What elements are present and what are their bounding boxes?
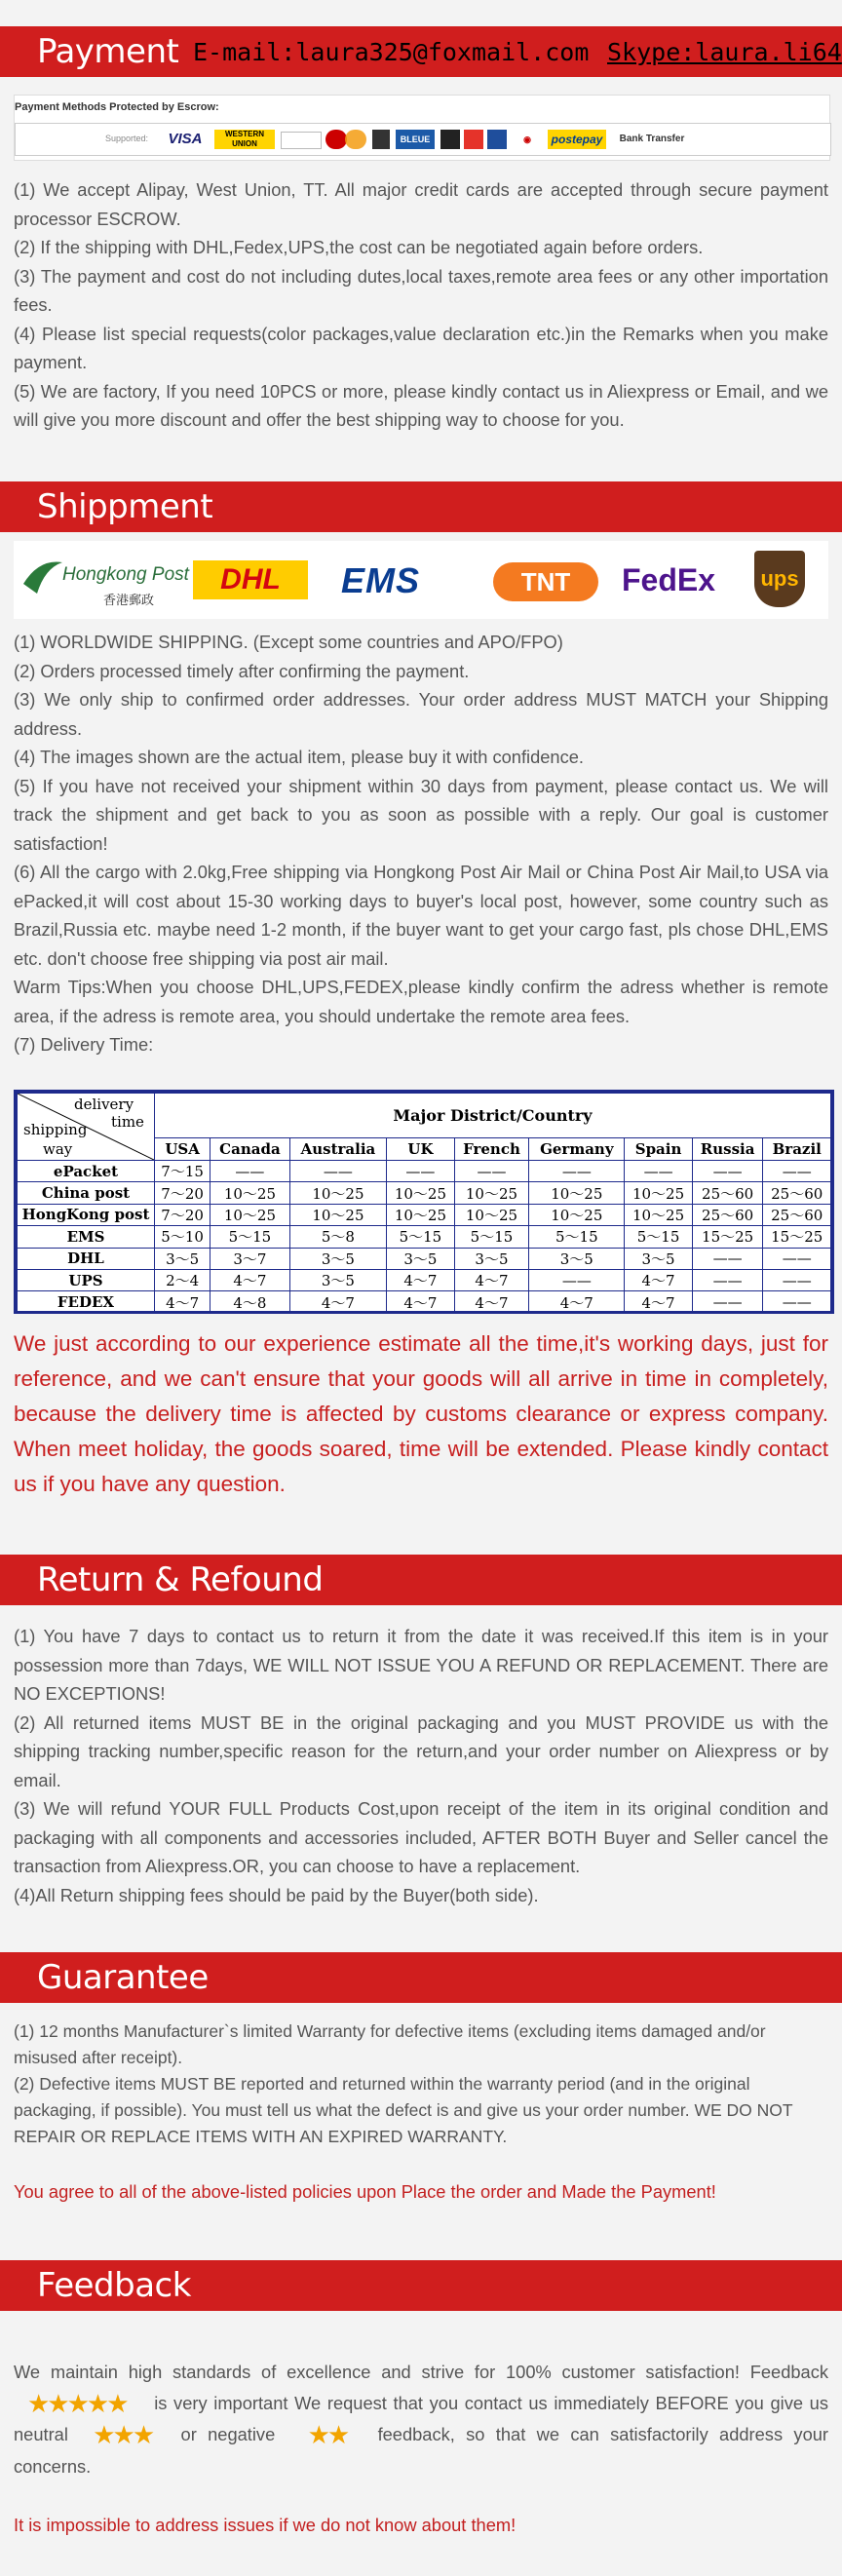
delivery-time-cell: 2～4 <box>155 1269 210 1290</box>
refund-terms <box>14 1622 828 1909</box>
delivery-time-cell: 10～25 <box>454 1204 529 1225</box>
delivery-time-cell: 5～10 <box>155 1226 210 1248</box>
shipping-way-cell: HongKong post <box>18 1204 155 1225</box>
delivery-time-cell: 10～25 <box>529 1182 625 1204</box>
delivery-time-cell: 10～25 <box>289 1182 387 1204</box>
delivery-time-cell: —— <box>692 1269 763 1290</box>
bank-transfer-logo: Bank Transfer <box>619 134 685 144</box>
mastercard-logo <box>325 130 347 149</box>
delivery-time-cell: 25～60 <box>692 1204 763 1225</box>
hongkong-post-logo: Hongkong Post <box>62 564 189 585</box>
country-header-cell: Germany <box>529 1138 625 1161</box>
visa-logo: VISA <box>168 131 203 147</box>
delivery-time-cell: —— <box>763 1291 831 1313</box>
delivery-time-cell: 4～7 <box>625 1269 692 1290</box>
delivery-time-cell: —— <box>692 1161 763 1182</box>
delivery-time-cell: —— <box>529 1161 625 1182</box>
delivery-time-cell: 7～20 <box>155 1182 210 1204</box>
delivery-time-cell: 15～25 <box>692 1226 763 1248</box>
feedback-text-part: is very important We request that you contact us immediately BEFORE you give us neutral <box>14 2392 828 2444</box>
delivery-time-cell: —— <box>763 1161 831 1182</box>
carte-bleue-logo: BLEUE <box>396 130 435 149</box>
corner-way-label: way <box>43 1140 73 1158</box>
delivery-time-cell: 10～25 <box>625 1204 692 1225</box>
shipment-term: (2) Orders processed timely after confirming the payment. <box>14 660 470 681</box>
delivery-time-cell: 10～25 <box>454 1182 529 1204</box>
delivery-time-cell: 10～25 <box>387 1204 454 1225</box>
fedex-logo: FedEx <box>622 562 716 597</box>
ups-logo: ups <box>754 551 805 607</box>
delivery-time-cell: 15～25 <box>763 1226 831 1248</box>
table-row <box>18 1182 831 1204</box>
delivery-time-cell: 3～5 <box>454 1248 529 1269</box>
jcb-logo <box>372 130 390 149</box>
corner-shipping-label: shipping <box>23 1121 88 1138</box>
refund-title: Return & Refound <box>37 1560 324 1599</box>
country-header-cell: Australia <box>289 1138 387 1161</box>
delivery-time-cell: 5～15 <box>210 1226 289 1248</box>
ems-logo: EMS <box>341 560 421 600</box>
shipment-term: Warm Tips:When you choose DHL,UPS,FEDEX,please kindly confirm the adress whether is remote area, if the adress is remote area, you should undertake the remote area fees. <box>14 977 828 1026</box>
table-header: Major District/Country <box>155 1094 831 1138</box>
dhl-logo: DHL <box>193 560 308 599</box>
payment-terms <box>14 175 828 435</box>
two-stars-icon: ★★ <box>307 2420 348 2449</box>
guarantee-term: (1) 12 months Manufacturer`s limited Warranty for defective items (excluding items damaged and/or misused after receipt). <box>14 2021 766 2067</box>
refund-term: (1) You have 7 days to contact us to return it from the date it was received.If this item is in your possession more than 7days, WE WILL NOT ISSUE YOU A REFUND OR REPLACEMENT. There are NO EXCEPTIONS! <box>14 1626 828 1704</box>
table-corner-cell <box>18 1094 155 1161</box>
delivery-time-cell: 5～15 <box>625 1226 692 1248</box>
delivery-time-cell: 3～5 <box>155 1248 210 1269</box>
escrow-payment-methods <box>14 95 830 161</box>
country-header-cell: French <box>454 1138 529 1161</box>
delivery-time-cell: 10～25 <box>529 1204 625 1225</box>
country-header-cell: Canada <box>210 1138 289 1161</box>
delivery-time-cell: —— <box>692 1291 763 1313</box>
card-logo <box>281 132 322 149</box>
feedback-text <box>14 2357 828 2481</box>
delivery-time-cell: 7～20 <box>155 1204 210 1225</box>
delivery-disclaimer: We just according to our experience estimate all the time,it's working days, just for reference, and we can't ensure that your goods will all arrive in time in completely, because the delivery time is affected by customs clearance or express company. When meet holiday, the goods soared, time will be extended. Please kindly contact us if you have any question. <box>14 1331 828 1496</box>
country-header-cell: USA <box>155 1138 210 1161</box>
payment-banner <box>0 26 842 77</box>
western-union-logo: WESTERN UNION <box>214 130 275 149</box>
payment-term: (1) We accept Alipay, West Union, TT. All major credit cards are accepted through secure payment processor ESCROW. <box>14 179 828 229</box>
card-logo-5: ◉ <box>523 135 531 144</box>
carrier-logos <box>14 541 828 619</box>
delivery-time-cell: 7～15 <box>155 1161 210 1182</box>
hongkong-post-chinese: 香港郵政 <box>103 593 155 607</box>
shipment-term: (1) WORLDWIDE SHIPPING. (Except some countries and APO/FPO) <box>14 632 563 652</box>
corner-time-label: time <box>111 1113 144 1131</box>
guarantee-banner <box>0 1952 842 2003</box>
country-header-cell: Russia <box>692 1138 763 1161</box>
shipment-term: (6) All the cargo with 2.0kg,Free shipping via Hongkong Post Air Mail or China Post Air Mail,to USA via ePacked,it will cost about 15-30 working days to buyer's local post, however, some country such as Brazil,Russia etc. maybe need 1-2 month, if the buyer want to get your cargo fast, pls chose DHL,EMS etc. don't choose free shipping via post air mail. <box>14 862 828 969</box>
shipment-term: (5) If you have not received your shipment within 30 days from payment, please contact us. We will track the shipment and get back to you as soon as possible with a reply. Our goal is customer satisfaction! <box>14 775 828 854</box>
delivery-time-cell: —— <box>529 1269 625 1290</box>
table-row <box>18 1248 831 1269</box>
supported-label: Supported: <box>105 134 149 143</box>
shipping-way-cell: ePacket <box>18 1161 155 1182</box>
mastercard-logo-2 <box>345 130 366 149</box>
country-header-cell: Brazil <box>763 1138 831 1161</box>
postepay-logo: postepay <box>548 130 606 149</box>
delivery-time-cell: 3～5 <box>529 1248 625 1269</box>
payment-title: Payment <box>37 32 179 71</box>
feedback-banner <box>0 2260 842 2311</box>
delivery-time-cell: 4～7 <box>387 1291 454 1313</box>
delivery-time-cell: 4～7 <box>529 1291 625 1313</box>
shipping-way-cell: EMS <box>18 1226 155 1248</box>
delivery-time-cell: 25～60 <box>692 1182 763 1204</box>
delivery-time-cell: 10～25 <box>387 1182 454 1204</box>
delivery-time-cell: 4～7 <box>625 1291 692 1313</box>
delivery-time-cell: 5～15 <box>454 1226 529 1248</box>
guarantee-term: (2) Defective items MUST BE reported and returned within the warranty period (and in the original packaging, if possible). You must tell us what the defect is and give us your order number. WE DO NOT REPAIR OR REPLACE ITEMS WITH AN EXPIRED WARRANTY. <box>14 2074 793 2146</box>
delivery-time-cell: 10～25 <box>210 1204 289 1225</box>
shipment-banner <box>0 481 842 532</box>
feedback-text-part: feedback, so that we can satisfactorily address your concerns. <box>14 2424 828 2477</box>
contact-email: E-mail:laura325@foxmail.com <box>193 38 590 66</box>
table-row <box>18 1291 831 1313</box>
hongkong-post-icon <box>19 555 64 599</box>
country-header-cell: Spain <box>625 1138 692 1161</box>
delivery-time-cell: —— <box>692 1248 763 1269</box>
guarantee-terms <box>14 2019 793 2150</box>
refund-banner <box>0 1555 842 1605</box>
feedback-closing: It is impossible to address issues if we do not know about them! <box>14 2515 517 2535</box>
card-logo-3 <box>464 130 483 149</box>
five-stars-icon: ★★★★★ <box>27 2388 127 2418</box>
shipment-term: (7) Delivery Time: <box>14 1034 154 1055</box>
table-row <box>18 1226 831 1248</box>
shipping-way-cell: DHL <box>18 1248 155 1269</box>
delivery-time-cell: 10～25 <box>289 1204 387 1225</box>
feedback-text-part: or negative <box>180 2424 276 2444</box>
delivery-time-cell: 5～15 <box>529 1226 625 1248</box>
delivery-time-cell: 3～7 <box>210 1248 289 1269</box>
shipping-way-cell: UPS <box>18 1269 155 1290</box>
table-row <box>18 1204 831 1225</box>
contact-skype: Skype:laura.li64 <box>607 38 842 66</box>
delivery-time-cell: —— <box>387 1161 454 1182</box>
delivery-time-table <box>14 1090 834 1314</box>
delivery-time-cell: —— <box>625 1161 692 1182</box>
refund-term: (2) All returned items MUST BE in the original packaging and you MUST PROVIDE us with the shipping tracking number,specific reason for the return,and your order number on Aliexpress or by email. <box>14 1711 828 1790</box>
three-stars-icon: ★★★ <box>93 2420 153 2449</box>
tnt-logo: TNT <box>493 562 598 601</box>
delivery-time-cell: 4～7 <box>454 1269 529 1290</box>
payment-term: (3) The payment and cost do not including dutes,local taxes,remote area fees or any other importation fees. <box>14 265 828 315</box>
escrow-title: Payment Methods Protected by Escrow: <box>15 101 219 113</box>
delivery-time-cell: 10～25 <box>210 1182 289 1204</box>
delivery-time-cell: 4～7 <box>210 1269 289 1290</box>
delivery-time-cell: 4～7 <box>387 1269 454 1290</box>
delivery-time-cell: 25～60 <box>763 1182 831 1204</box>
delivery-time-cell: 3～5 <box>289 1248 387 1269</box>
payment-term: (4) Please list special requests(color packages,value declaration etc.)in the Remarks when you make payment. <box>14 323 828 372</box>
delivery-time-cell: —— <box>763 1269 831 1290</box>
delivery-time-cell: —— <box>763 1248 831 1269</box>
shipment-term: (3) We only ship to confirmed order addresses. Your order address MUST MATCH your Shipping address. <box>14 689 828 739</box>
table-row <box>18 1269 831 1290</box>
refund-term: (4)All Return shipping fees should be paid by the Buyer(both side). <box>14 1884 539 1905</box>
payment-term: (5) We are factory, If you need 10PCS or more, please kindly contact us in Aliexpress or Email, and we will give you more discount and offer the best shipping way to choose for you. <box>14 380 828 430</box>
delivery-time-cell: 3～5 <box>625 1248 692 1269</box>
delivery-time-cell: 3～5 <box>289 1269 387 1290</box>
delivery-time-cell: 25～60 <box>763 1204 831 1225</box>
corner-delivery-label: delivery <box>74 1096 134 1113</box>
delivery-time-cell: 3～5 <box>387 1248 454 1269</box>
guarantee-title: Guarantee <box>37 1958 209 1997</box>
delivery-time-cell: —— <box>454 1161 529 1182</box>
payment-term: (2) If the shipping with DHL,Fedex,UPS,the cost can be negotiated again before orders. <box>14 237 704 257</box>
shipping-way-cell: FEDEX <box>18 1291 155 1313</box>
shipment-terms <box>14 628 828 1059</box>
shipment-term: (4) The images shown are the actual item, please buy it with confidence. <box>14 747 584 767</box>
delivery-time-cell: 10～25 <box>625 1182 692 1204</box>
refund-term: (3) We will refund YOUR FULL Products Cost,upon receipt of the item in its original condition and packaging with all components and accessories included, AFTER BOTH Buyer and Seller cancel the transaction from Aliexpress.OR, you can choose to have a replacement. <box>14 1798 828 1876</box>
policy-agreement: You agree to all of the above-listed policies upon Place the order and Made the Payment! <box>14 2181 716 2202</box>
table-row <box>18 1161 831 1182</box>
card-logo-2 <box>440 130 460 149</box>
payment-logos-row <box>15 123 831 156</box>
country-header-cell: UK <box>387 1138 454 1161</box>
delivery-time-cell: 4～8 <box>210 1291 289 1313</box>
delivery-time-cell: 4～7 <box>155 1291 210 1313</box>
feedback-title: Feedback <box>37 2266 191 2305</box>
delivery-time-cell: 5～8 <box>289 1226 387 1248</box>
delivery-time-cell: 4～7 <box>454 1291 529 1313</box>
card-logo-4 <box>487 130 507 149</box>
delivery-time-cell: 4～7 <box>289 1291 387 1313</box>
delivery-time-cell: —— <box>210 1161 289 1182</box>
shipping-way-cell: China post <box>18 1182 155 1204</box>
shipment-title: Shippment <box>37 487 213 526</box>
feedback-text-part: We maintain high standards of excellence and strive for 100% customer satisfaction! Feedback <box>14 2362 828 2382</box>
delivery-time-cell: 5～15 <box>387 1226 454 1248</box>
delivery-time-cell: —— <box>289 1161 387 1182</box>
